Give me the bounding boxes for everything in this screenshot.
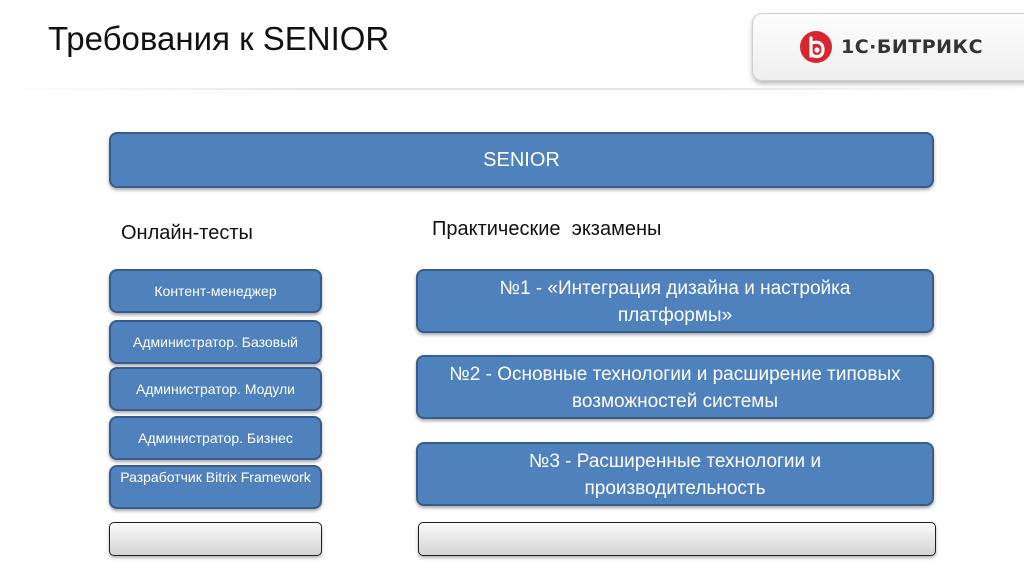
online-test-item	[109, 465, 322, 509]
bitrix-logo-icon	[799, 30, 833, 64]
online-test-label: Контент-менеджер	[154, 282, 277, 299]
practical-exam-item	[416, 442, 934, 506]
header-divider	[0, 88, 1024, 90]
practical-exam-label: №1 - «Интеграция дизайна и настройка платформы»	[499, 278, 851, 326]
online-test-item	[109, 416, 322, 460]
online-test-label: Разработчик Bitrix Framework	[120, 469, 311, 485]
senior-box: SENIOR	[109, 132, 934, 188]
online-test-empty-slot	[109, 522, 322, 556]
online-test-item	[109, 367, 322, 411]
practical-exam-item	[416, 355, 934, 419]
practical-exam-item	[416, 269, 934, 333]
online-test-label: Администратор. Модули	[136, 380, 295, 397]
online-test-item	[109, 320, 322, 364]
online-test-item	[109, 269, 322, 313]
practical-exam-label: №2 - Основные технологии и расширение типовых возможностей системы	[449, 364, 901, 412]
bitrix-logo	[752, 13, 1024, 81]
page-title: Требования к SENIOR	[48, 20, 390, 57]
online-test-label: Администратор. Бизнес	[138, 429, 293, 446]
logo-wordmark: 1С·БИТРИКС	[841, 36, 984, 58]
practical-exams-heading: Практические экзамены	[432, 218, 662, 240]
practical-exam-empty-slot	[418, 522, 936, 556]
online-test-label: Администратор. Базовый	[133, 333, 298, 350]
practical-exam-label: №3 - Расширенные технологии и производительность	[528, 451, 822, 499]
online-tests-heading: Онлайн-тесты	[121, 222, 253, 244]
